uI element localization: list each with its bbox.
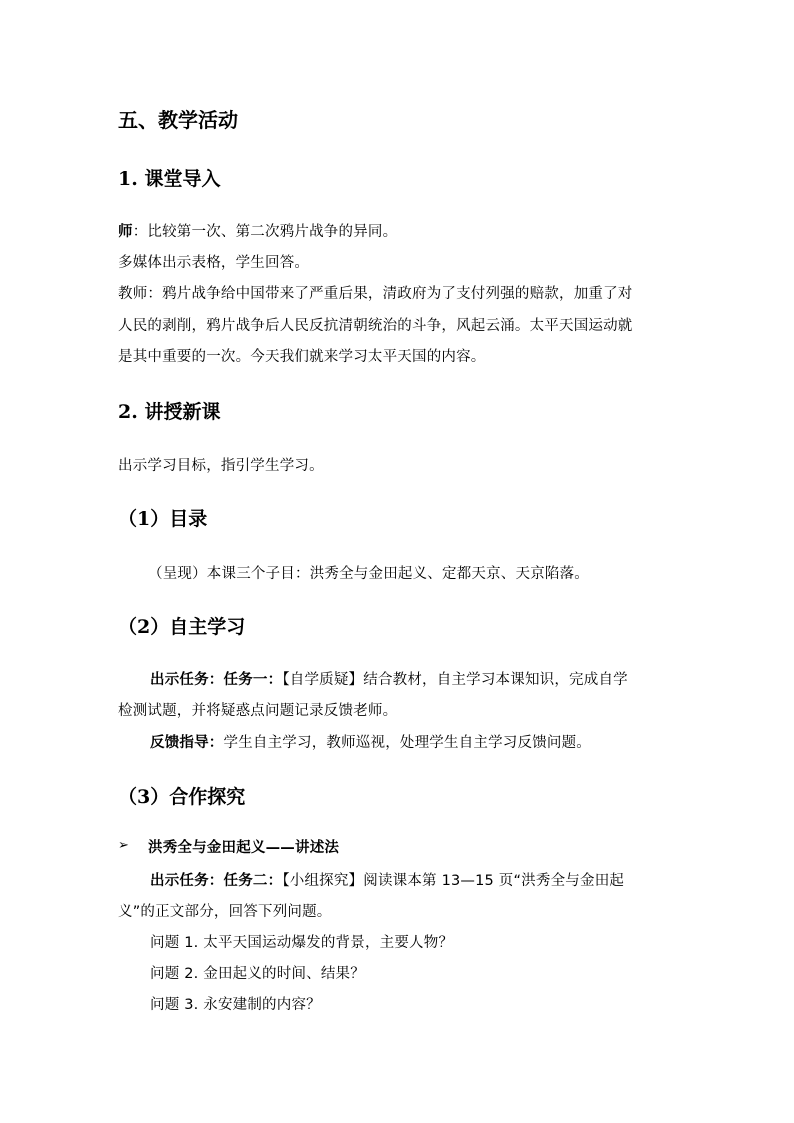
self-study-task-line-2: 检测试题，并将疑惑点问题记录反馈老师。 xyxy=(118,703,398,719)
bullet-title: 洪秀全与金田起义——讲述法 xyxy=(148,840,340,856)
intro-paragraph-line-3: 是其中重要的一次。今天我们就来学习太平天国的内容。 xyxy=(118,349,486,365)
teacher-label: 师 xyxy=(118,224,133,240)
intro-paragraph-line-2: 人民的剥削，鸦片战争后人民反抗清朝统治的斗争，风起云涌。太平天国运动就 xyxy=(118,318,633,334)
catalog-text: （呈现）本课三个子目：洪秀全与金田起义、定都天京、天京陷落。 xyxy=(148,566,589,582)
heading-self-study: （2）自主学习 xyxy=(118,616,246,638)
question-2: 问题 2. 金田起义的时间、结果？ xyxy=(150,966,365,982)
cooperate-task-line-1 xyxy=(150,869,624,890)
heading-catalog: （1）目录 xyxy=(118,508,208,530)
intro-line-1-text: ：比较第一次、第二次鸦片战争的异同。 xyxy=(132,224,398,240)
task-two-label: 出示任务：任务二： xyxy=(150,873,283,889)
question-3: 问题 3. 永安建制的内容？ xyxy=(150,997,321,1013)
feedback-label: 反馈指导： xyxy=(150,735,224,751)
heading-new-lesson: 2. 讲授新课 xyxy=(118,401,221,423)
cooperate-task-line-2: 义”的正文部分，回答下列问题。 xyxy=(118,904,332,920)
intro-line-1 xyxy=(118,220,397,241)
heading-cooperate: （3）合作探究 xyxy=(118,786,246,808)
new-lesson-line-1: 出示学习目标，指引学生学习。 xyxy=(118,458,324,474)
feedback-text: 学生自主学习，教师巡视，处理学生自主学习反馈问题。 xyxy=(223,735,591,751)
section-heading-teaching-activities: 五、教学活动 xyxy=(118,108,238,132)
task-one-label: 出示任务：任务一： xyxy=(150,672,283,688)
self-study-task-line-1 xyxy=(150,668,628,689)
arrow-bullet-icon: ➢ xyxy=(118,838,129,853)
heading-class-intro: 1. 课堂导入 xyxy=(118,168,221,190)
task-one-text: 【自学质疑】结合教材，自主学习本课知识，完成自学 xyxy=(282,672,628,688)
question-1: 问题 1. 太平天国运动爆发的背景，主要人物？ xyxy=(150,935,454,951)
intro-line-2: 多媒体出示表格，学生回答。 xyxy=(118,255,310,271)
intro-paragraph-line-1: 教师：鸦片战争给中国带来了严重后果，清政府为了支付列强的赔款，加重了对 xyxy=(118,286,633,302)
task-two-text: 【小组探究】阅读课本第 13—15 页“洪秀全与金田起 xyxy=(282,873,625,889)
feedback-line xyxy=(150,731,591,752)
